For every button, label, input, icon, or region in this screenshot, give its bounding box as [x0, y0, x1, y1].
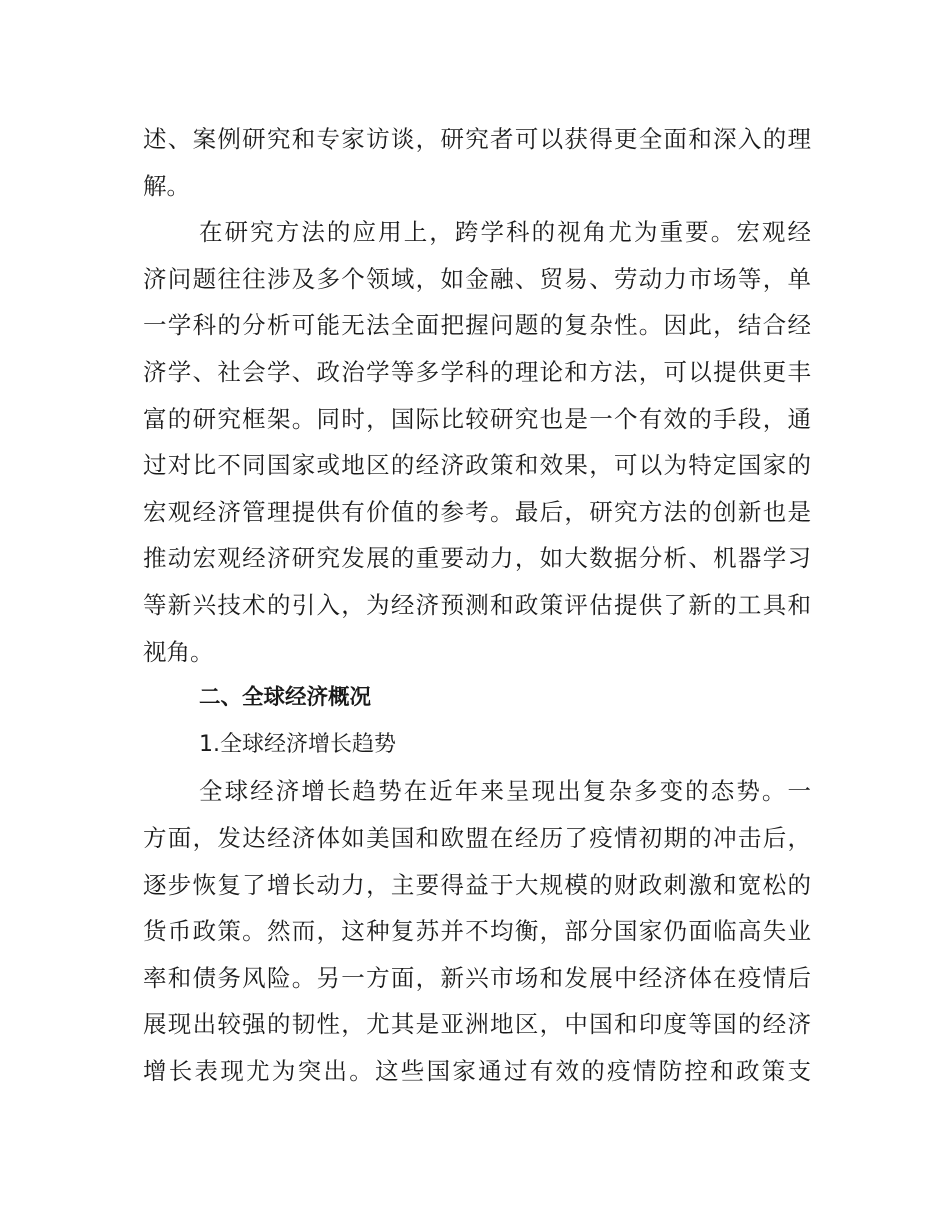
paragraph-line: 增长表现尤为突出。这些国家通过有效的疫情防控和政策支 [143, 1056, 811, 1085]
paragraph-line: 一学科的分析可能无法全面把握问题的复杂性。因此，结合经 [143, 311, 811, 340]
paragraph-line: 视角。 [143, 637, 214, 666]
paragraph-line: 等新兴技术的引入，为经济预测和政策评估提供了新的工具和 [143, 590, 811, 619]
paragraph-line: 货币政策。然而，这种复苏并不均衡，部分国家仍面临高失业 [143, 917, 811, 946]
document-body [143, 116, 811, 1094]
paragraph-line: 济学、社会学、政治学等多学科的理论和方法，可以提供更丰 [143, 357, 811, 386]
paragraph-line: 逐步恢复了增长动力，主要得益于大规模的财政刺激和宽松的 [143, 870, 811, 899]
paragraph-line: 率和债务风险。另一方面，新兴市场和发展中经济体在疫情后 [143, 963, 811, 992]
paragraph-line: 在研究方法的应用上，跨学科的视角尤为重要。宏观经 [199, 218, 811, 247]
paragraph-line: 解。 [143, 171, 190, 200]
paragraph-line: 推动宏观经济研究发展的重要动力，如大数据分析、机器学习 [143, 544, 811, 573]
paragraph-line: 展现出较强的韧性，尤其是亚洲地区，中国和印度等国的经济 [143, 1010, 811, 1039]
paragraph-line: 述、案例研究和专家访谈，研究者可以获得更全面和深入的理 [143, 125, 811, 153]
paragraph-line: 全球经济增长趋势在近年来呈现出复杂多变的态势。一 [199, 777, 811, 806]
subsection-heading: 1.全球经济增长趋势 [199, 731, 396, 757]
paragraph-line: 方面，发达经济体如美国和欧盟在经历了疫情初期的冲击后， [143, 823, 811, 852]
paragraph-line: 过对比不同国家或地区的经济政策和效果，可以为特定国家的 [143, 451, 811, 480]
section-heading: 二、全球经济概况 [199, 685, 372, 711]
paragraph-line: 宏观经济管理提供有价值的参考。最后，研究方法的创新也是 [143, 497, 811, 526]
paragraph-line: 富的研究框架。同时，国际比较研究也是一个有效的手段，通 [143, 404, 811, 433]
paragraph-line: 济问题往往涉及多个领域，如金融、贸易、劳动力市场等，单 [143, 264, 811, 293]
